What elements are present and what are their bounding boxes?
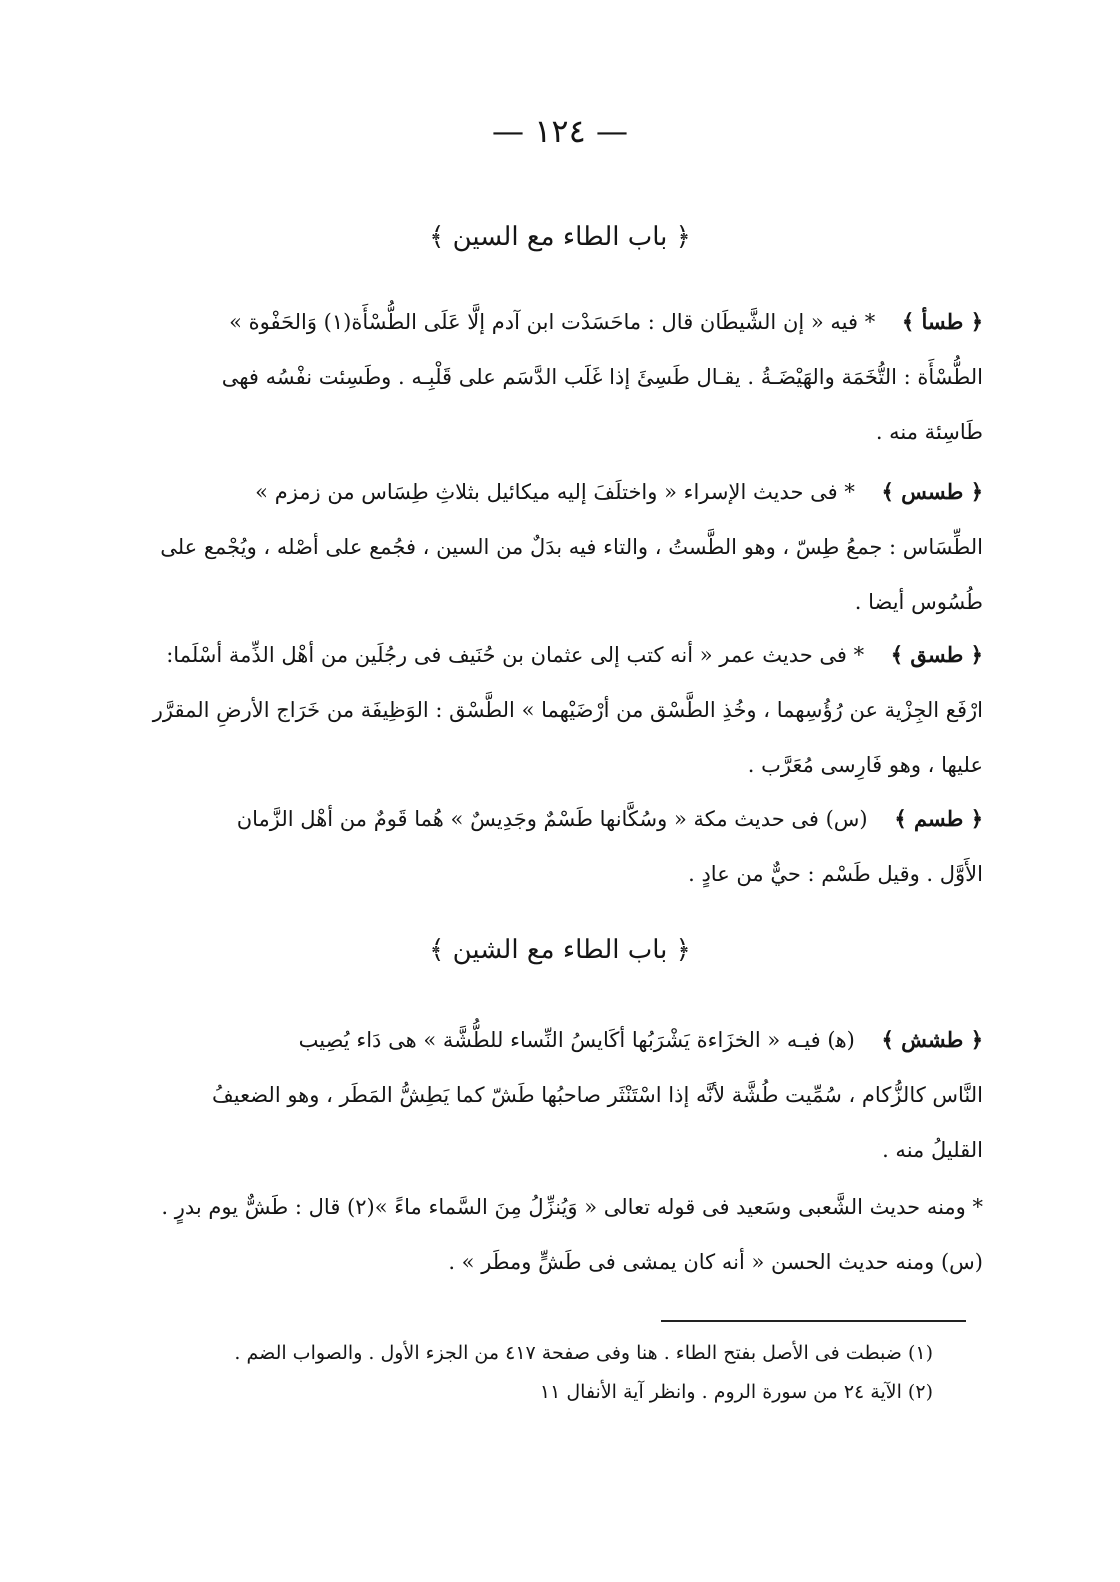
entry-first-line: [143, 791, 983, 847]
entry-line: ارْفَع الجِزْية عن رُؤُسِهما ، وخُذِ الطَّسْق من أرْضَيْهما » الطَّسْق : الوَظِيفَة من خَرَاج الأرضِ المقرَّر: [152, 698, 983, 722]
entry-line: (س) ومنه حديث الحسن « أنه كان يمشى فى طَشٍّ ومطَر » .: [448, 1250, 983, 1274]
entry-text: (س) فى حديث مكة « وسُكَّانها طَسْمٌ وجَدِيسٌ » هُما قَومٌ من أهْل الزَّمان: [236, 807, 868, 831]
entry-text: * فى حديث عمر « أنه كتب إلى عثمان بن حُنَيف فى رجُلَين من أهْل الذِّمة أسْلَما:: [166, 643, 865, 667]
entry-text: * فى حديث الإسراء « واختلَفَ إليه ميكائيل بثلاثِ طِسَاس من زمزم »: [255, 480, 855, 504]
entry-line: الطُّسْأَة : التُّخَمَة والهَيْضَـةُ . يقـال طَسِئَ إذا غَلَب الدَّسَم على قَلْبِـه . وطَسِئت نفْسُه فهى: [221, 365, 983, 389]
footnote-divider: [661, 1320, 966, 1322]
entry-continuation: [143, 1180, 983, 1290]
entry-headword: ﴿ طسأ ﴾: [901, 309, 983, 334]
entry-line: عليها ، وهو فَارِسى مُعَرَّب .: [747, 753, 983, 777]
entry-line: طُسُوس أيضا .: [854, 590, 983, 614]
footnote-1: (١) ضبطت فى الأصل بفتح الطاء . هنا وفى صفحة ٤١٧ من الجزء الأول . والصواب الضم .: [234, 1342, 933, 1364]
footnote-2: (٢) الآية ٢٤ من سورة الروم . وانظر آية الأنفال ١١: [539, 1381, 933, 1403]
entry-text: (ﻫ) فيـه « الخزَاءة يَشْرَبُها أكَايسُ النِّساء للطُّشَّة » هى دَاء يُصِيب: [298, 1028, 855, 1052]
section-heading-ta-sin: ﴿ باب الطاء مع السين ﴾: [429, 222, 691, 252]
entry-text: * فيه « إن الشَّيطَان قال : ماحَسَدْت ابن آدم إلَّا عَلَى الطُّسْأَة(١) وَالحَفْوة »: [229, 310, 876, 334]
entry-tashsh: [143, 1012, 983, 1178]
entry-first-line: [143, 1012, 983, 1068]
entry-headword: ﴿ طشش ﴾: [881, 1027, 983, 1052]
page-number: — ١٢٤ —: [492, 112, 628, 150]
entry-tasa: [143, 294, 983, 460]
entry-headword: ﴿ طسس ﴾: [881, 479, 983, 504]
entry-line: القليلُ منه .: [882, 1138, 983, 1162]
entry-headword: ﴿ طسق ﴾: [890, 642, 983, 667]
entry-tasm: [143, 791, 983, 902]
entry-tasq: [143, 627, 983, 793]
entry-headword: ﴿ طسم ﴾: [894, 806, 983, 831]
entry-first-line: [143, 627, 983, 683]
entry-line: طَاسِئة منه .: [875, 420, 983, 444]
entry-line: * ومنه حديث الشَّعبى وسَعيد فى قوله تعالى « وَيُنزِّلُ مِنَ السَّماء ماءً »(٢) قال : طَشٌّ يوم بدرٍ .: [161, 1195, 983, 1219]
entry-first-line: [143, 464, 983, 520]
footnotes: [143, 1334, 933, 1412]
entry-line: الأَوَّل . وقيل طَسْم : حيٌّ من عادٍ .: [688, 862, 983, 886]
entry-tass: [143, 464, 983, 630]
section-heading-ta-shin: ﴿ باب الطاء مع الشين ﴾: [429, 935, 691, 965]
entry-first-line: [143, 294, 983, 350]
entry-line: النَّاس كالزُّكام ، سُمِّيت طُشَّة لأنَّه إذا اسْتَنْثَر صاحبُها طَشّ كما يَطِشُّ المَطَر ، وهو الضعيفُ: [212, 1083, 983, 1107]
entry-line: الطِّسَاس : جمعُ طِسّ ، وهو الطَّستُ ، والتاء فيه بدَلٌ من السين ، فجُمع على أصْله ، ويُجْمع على: [160, 535, 983, 559]
